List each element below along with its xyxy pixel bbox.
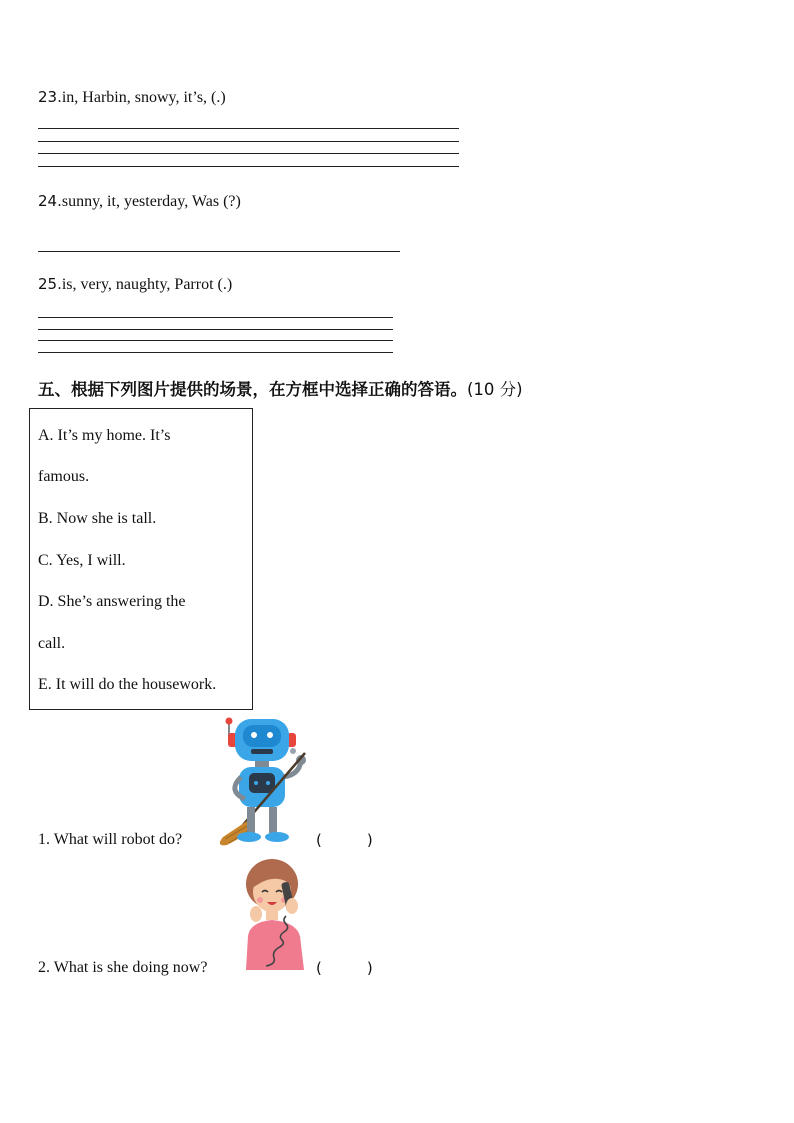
section-heading — [38, 376, 523, 400]
section-heading-text: 五、根据下列图片提供的场景，在方框中选择正确的答语。 — [38, 380, 467, 399]
question-24 — [38, 191, 241, 212]
option-a-line1: A. It’s my home. It’s — [38, 427, 171, 444]
robot-sweeping-illustration — [213, 713, 313, 848]
woman-on-phone-illustration — [240, 858, 310, 973]
question-text: is, very, naughty, Parrot (.) — [61, 276, 233, 293]
answer-line[interactable] — [38, 153, 459, 154]
question-text: sunny, it, yesterday, Was (?) — [61, 193, 241, 210]
question-number: 25. — [38, 275, 62, 293]
question-number: 23. — [38, 88, 62, 106]
answer-line[interactable] — [38, 128, 459, 129]
answer-line[interactable] — [38, 317, 393, 318]
answer-line[interactable] — [38, 141, 459, 142]
answer-blank-1[interactable]: ( ) — [316, 831, 373, 849]
options-box — [29, 408, 253, 710]
question-text: in, Harbin, snowy, it’s, (.) — [61, 89, 226, 106]
picture-question-1: 1. What will robot do? — [38, 831, 183, 848]
answer-line[interactable] — [38, 352, 393, 353]
option-e: E. It will do the housework. — [38, 676, 217, 693]
question-23 — [38, 87, 226, 108]
question-25 — [38, 274, 232, 295]
option-d-line2: call. — [38, 635, 66, 652]
option-d-line1: D. She’s answering the — [38, 593, 186, 610]
answer-blank-2[interactable]: ( ) — [316, 959, 373, 977]
picture-question-2: 2. What is she doing now? — [38, 959, 208, 976]
answer-line[interactable] — [38, 340, 393, 341]
answer-line[interactable] — [38, 329, 393, 330]
answer-line[interactable] — [38, 166, 459, 167]
option-b: B. Now she is tall. — [38, 510, 157, 527]
option-a-line2: famous. — [38, 468, 90, 485]
answer-line[interactable] — [38, 251, 400, 252]
question-number: 24. — [38, 192, 62, 210]
section-points: (10 分) — [467, 380, 523, 399]
option-c: C. Yes, I will. — [38, 552, 126, 569]
